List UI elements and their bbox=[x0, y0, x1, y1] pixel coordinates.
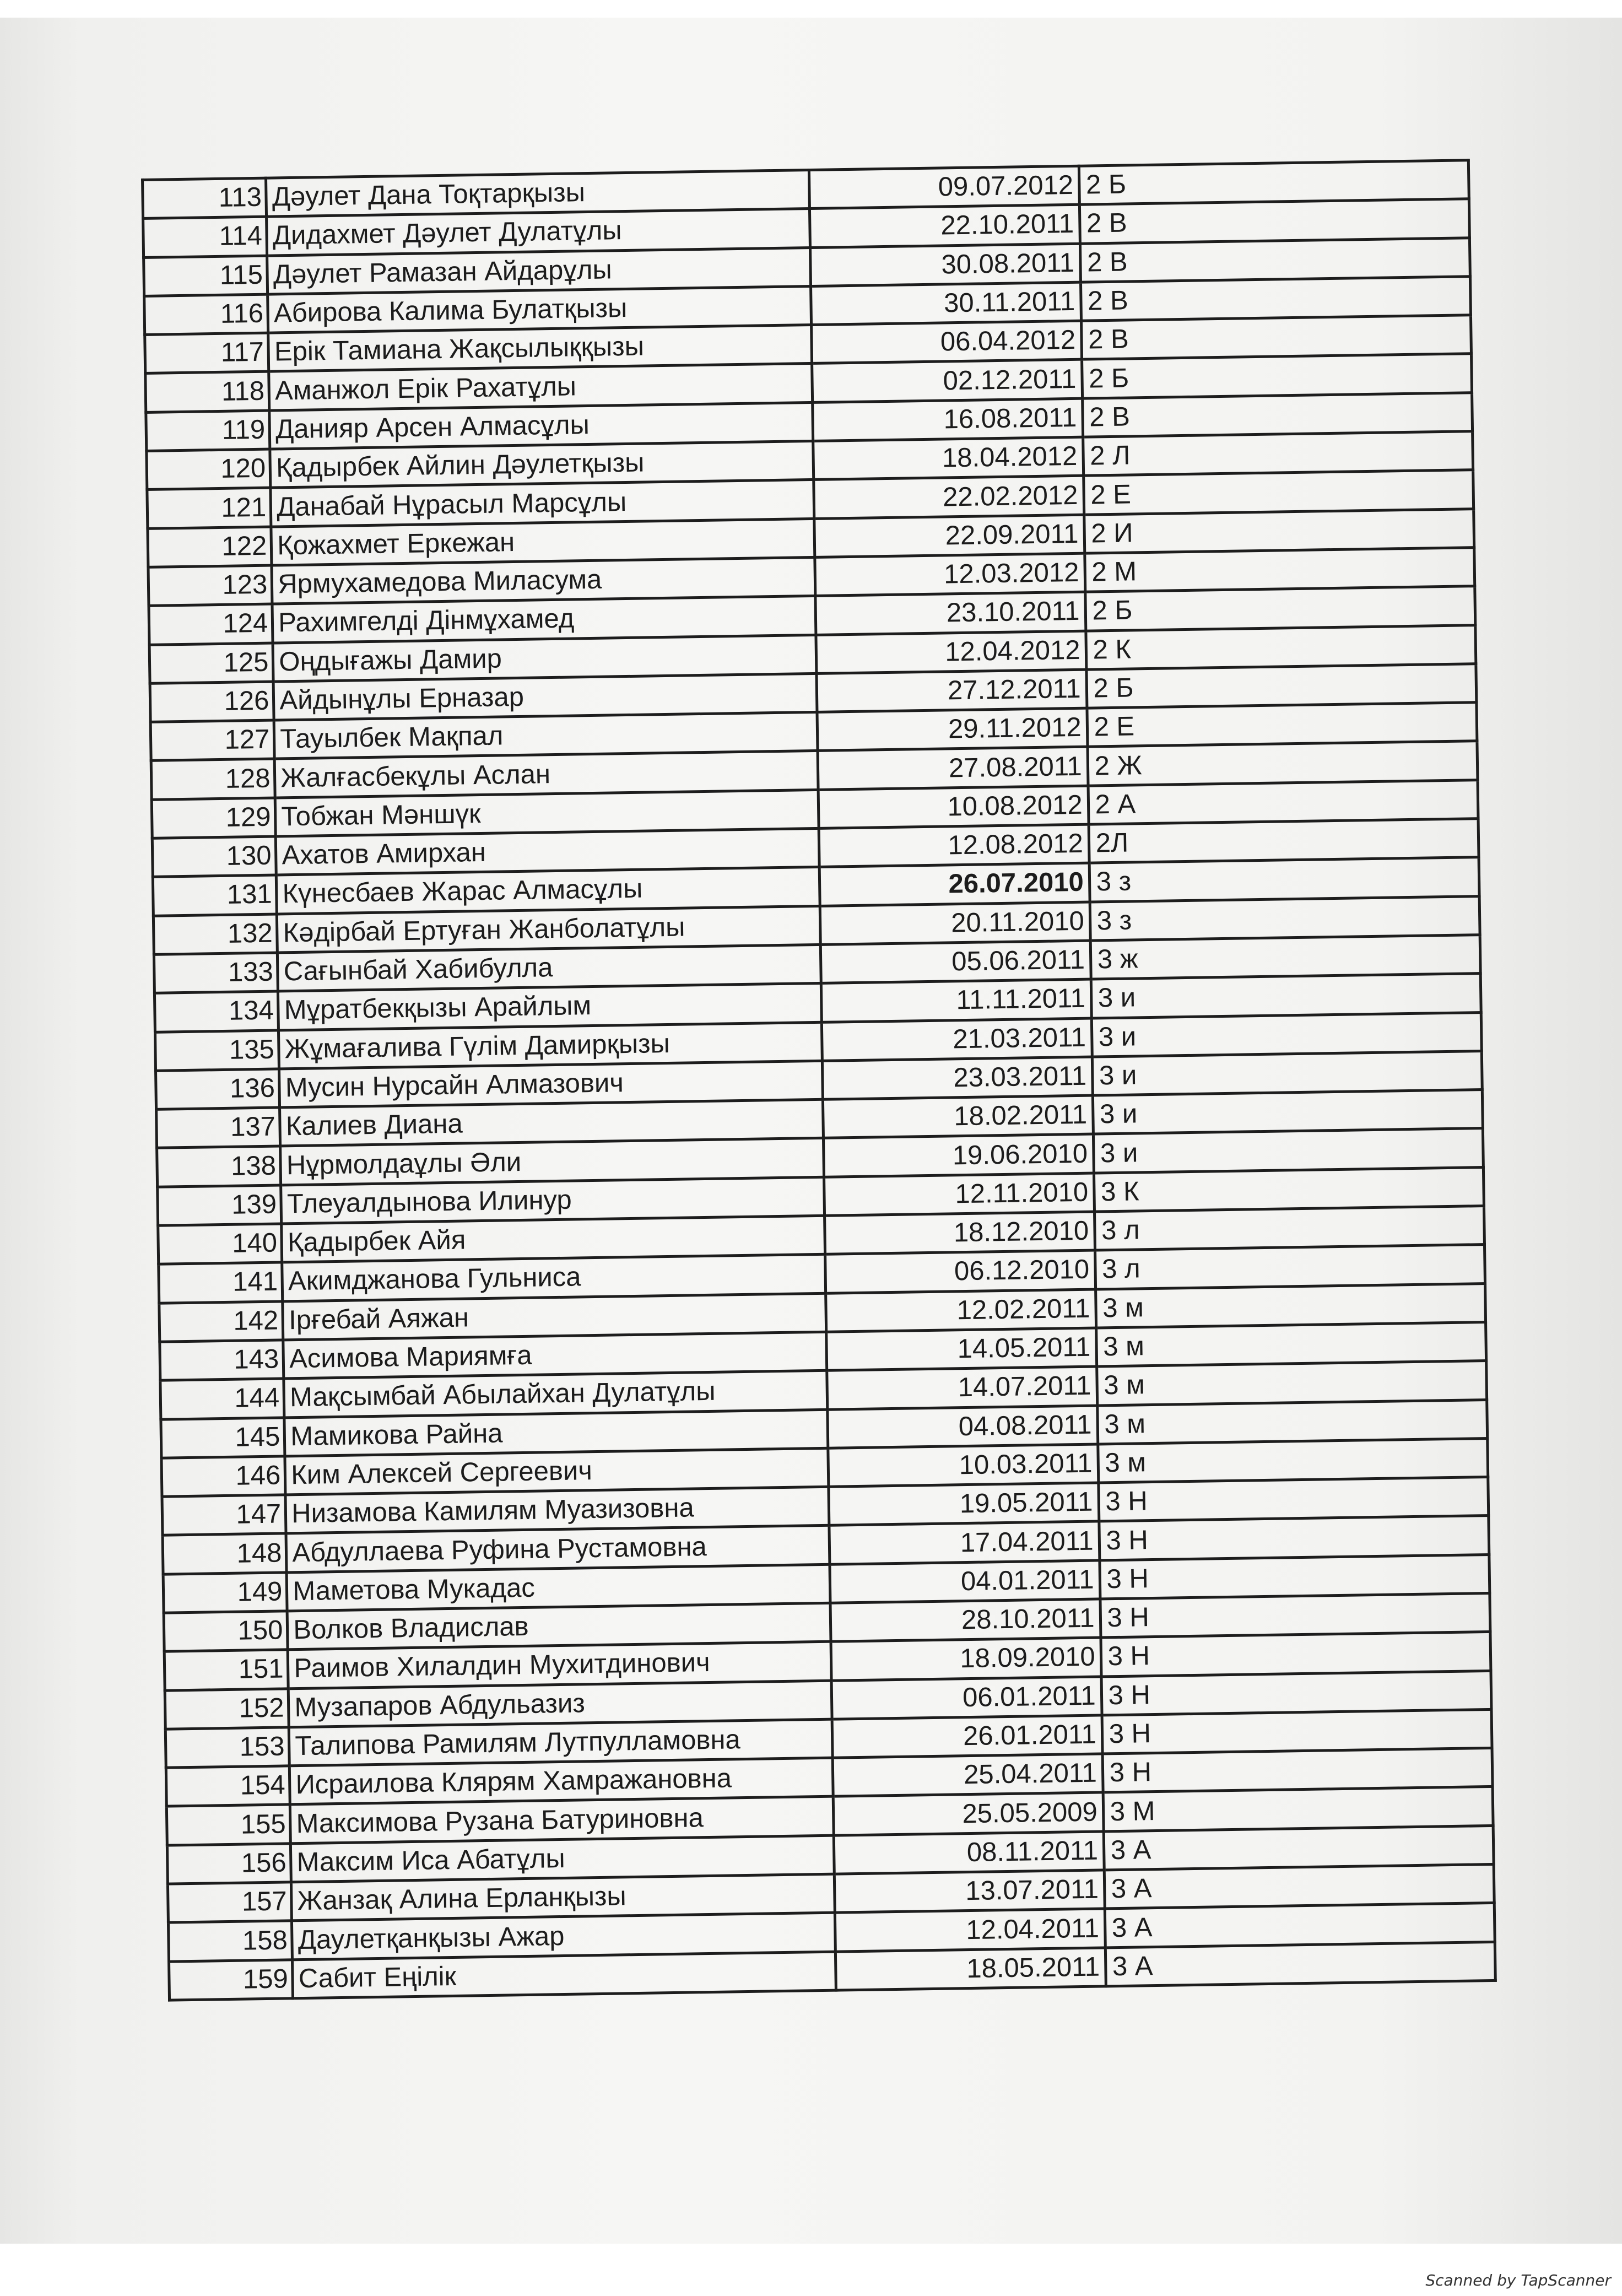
class-label: 3 К bbox=[1094, 1167, 1484, 1212]
row-number: 127 bbox=[150, 720, 274, 761]
class-label: 3 и bbox=[1093, 1128, 1483, 1173]
class-label: 2 А bbox=[1088, 780, 1478, 824]
birth-date: 06.12.2010 bbox=[825, 1250, 1095, 1293]
row-number: 116 bbox=[144, 294, 268, 335]
student-name: Исраилова Клярям Хамражановна bbox=[290, 1758, 833, 1805]
row-number: 125 bbox=[149, 643, 273, 684]
student-name: Жұмағалива Гүлім Дамирқызы bbox=[279, 1022, 822, 1069]
birth-date: 27.08.2011 bbox=[818, 747, 1088, 790]
class-label: 2 Б bbox=[1079, 160, 1469, 205]
row-number: 150 bbox=[164, 1611, 288, 1652]
row-number: 159 bbox=[169, 1959, 293, 2000]
student-name: Қадырбек Айя bbox=[282, 1215, 825, 1262]
class-label: 2 Б bbox=[1085, 586, 1475, 631]
birth-date: 12.03.2012 bbox=[814, 553, 1085, 596]
birth-date: 30.11.2011 bbox=[810, 282, 1081, 325]
birth-date: 02.12.2011 bbox=[812, 360, 1082, 403]
birth-date: 12.04.2012 bbox=[815, 631, 1086, 674]
student-name: Сағынбай Хабибулла bbox=[278, 944, 821, 991]
student-name: Тлеуалдынова Илинур bbox=[281, 1177, 824, 1224]
student-name: Оңдығажы Дамир bbox=[273, 635, 816, 682]
class-label: 3 м bbox=[1095, 1283, 1485, 1328]
birth-date: 09.07.2012 bbox=[809, 166, 1079, 209]
row-number: 148 bbox=[163, 1533, 286, 1574]
birth-date: 16.08.2011 bbox=[812, 398, 1083, 441]
student-name: Дидахмет Дәулет Дулатұлы bbox=[267, 209, 810, 256]
birth-date: 18.05.2011 bbox=[835, 1948, 1106, 1991]
student-name: Қадырбек Айлин Дәулетқызы bbox=[270, 441, 813, 488]
birth-date: 26.07.2010 bbox=[819, 863, 1090, 906]
class-label: 3 Н bbox=[1102, 1748, 1493, 1793]
student-name: Талипова Рамилям Лутпулламовна bbox=[289, 1719, 832, 1766]
student-name: Волков Владислав bbox=[287, 1603, 830, 1650]
class-label: 3 А bbox=[1104, 1825, 1494, 1870]
row-number: 154 bbox=[166, 1766, 290, 1807]
birth-date: 12.11.2010 bbox=[824, 1173, 1094, 1216]
row-number: 156 bbox=[167, 1844, 291, 1884]
row-number: 146 bbox=[161, 1456, 285, 1497]
birth-date: 12.04.2011 bbox=[835, 1909, 1105, 1952]
class-label: 2 В bbox=[1079, 199, 1469, 244]
student-name: Абирова Калима Булатқызы bbox=[268, 286, 811, 333]
student-name: Асимова Мариямға bbox=[283, 1332, 826, 1379]
birth-date: 29.11.2012 bbox=[817, 708, 1088, 751]
row-number: 133 bbox=[154, 953, 278, 993]
birth-date: 18.12.2010 bbox=[824, 1212, 1095, 1255]
student-name: Дәулет Рамазан Айдарұлы bbox=[267, 247, 810, 294]
row-number: 140 bbox=[158, 1224, 282, 1265]
birth-date: 27.12.2011 bbox=[817, 669, 1087, 712]
birth-date: 22.10.2011 bbox=[809, 205, 1080, 248]
class-label: 3 л bbox=[1095, 1245, 1485, 1289]
birth-date: 19.05.2011 bbox=[828, 1483, 1099, 1526]
row-number: 114 bbox=[143, 217, 267, 257]
student-name: Абдуллаева Руфина Рустамовна bbox=[286, 1526, 829, 1573]
class-label: 3 м bbox=[1096, 1361, 1486, 1406]
class-label: 2 Л bbox=[1083, 431, 1473, 476]
class-label: 3 и bbox=[1093, 1090, 1483, 1135]
student-name: Музапаров Абдульазиз bbox=[289, 1681, 832, 1727]
row-number: 138 bbox=[157, 1146, 281, 1187]
row-number: 145 bbox=[161, 1417, 285, 1458]
birth-date: 14.07.2011 bbox=[826, 1366, 1097, 1409]
class-label: 3 м bbox=[1097, 1400, 1487, 1444]
student-name: Данабай Нұрасыл Марсұлы bbox=[271, 480, 814, 527]
scanned-page bbox=[0, 18, 1622, 2244]
birth-date: 11.11.2011 bbox=[821, 979, 1091, 1022]
birth-date: 23.03.2011 bbox=[822, 1057, 1093, 1100]
birth-date: 14.05.2011 bbox=[826, 1328, 1096, 1371]
row-number: 113 bbox=[143, 178, 267, 219]
student-name: Даулетқанқызы Ажар bbox=[292, 1913, 835, 1960]
row-number: 136 bbox=[156, 1069, 280, 1110]
row-number: 122 bbox=[148, 527, 272, 568]
row-number: 131 bbox=[153, 875, 277, 916]
student-name: Максим Иса Абатұлы bbox=[291, 1835, 834, 1882]
class-label: 2 В bbox=[1080, 237, 1470, 282]
class-label: 3 Н bbox=[1102, 1709, 1492, 1754]
student-name: Калиев Диана bbox=[280, 1099, 823, 1146]
birth-date: 08.11.2011 bbox=[834, 1832, 1104, 1874]
birth-date: 25.04.2011 bbox=[832, 1754, 1103, 1797]
student-name: Мусин Нурсайн Алмазович bbox=[279, 1061, 823, 1108]
student-name: Низамова Камилям Муазизовна bbox=[285, 1487, 829, 1533]
birth-date: 04.08.2011 bbox=[827, 1406, 1097, 1449]
student-name: Жалғасбекұлы Аслан bbox=[274, 751, 818, 798]
student-name: Мамикова Райна bbox=[284, 1409, 828, 1456]
scanner-watermark: Scanned by TapScanner bbox=[1425, 2271, 1611, 2289]
student-name: Сабит Еңілік bbox=[293, 1952, 836, 1998]
student-name: Ахатов Амирхан bbox=[276, 828, 819, 875]
row-number: 120 bbox=[147, 449, 271, 490]
row-number: 128 bbox=[151, 759, 275, 799]
class-label: 3 Н bbox=[1100, 1593, 1490, 1638]
student-name: Маметова Мукадас bbox=[286, 1564, 830, 1611]
row-number: 119 bbox=[146, 410, 270, 451]
class-label: 3 м bbox=[1097, 1438, 1488, 1483]
birth-date: 12.08.2012 bbox=[819, 824, 1089, 867]
class-label: 3 Н bbox=[1099, 1516, 1489, 1560]
birth-date: 06.01.2011 bbox=[831, 1677, 1102, 1720]
birth-date: 17.04.2011 bbox=[829, 1521, 1099, 1564]
birth-date: 30.08.2011 bbox=[810, 244, 1080, 287]
birth-date: 22.02.2012 bbox=[813, 476, 1084, 519]
row-number: 142 bbox=[159, 1301, 283, 1342]
class-label: 2 Б bbox=[1082, 354, 1472, 398]
birth-date: 04.01.2011 bbox=[829, 1560, 1100, 1603]
class-label: 2 К bbox=[1085, 625, 1475, 669]
student-name: Мұратбекқызы Арайлым bbox=[278, 984, 821, 1030]
birth-date: 13.07.2011 bbox=[834, 1870, 1105, 1913]
birth-date: 19.06.2010 bbox=[823, 1134, 1094, 1177]
row-number: 158 bbox=[168, 1921, 292, 1962]
student-name: Данияр Арсен Алмасұлы bbox=[269, 402, 813, 449]
student-name: Жанзақ Алина Ерланқызы bbox=[291, 1874, 835, 1921]
student-name: Ким Алексей Сергеевич bbox=[285, 1448, 828, 1495]
row-number: 117 bbox=[145, 333, 269, 374]
class-label: 2 В bbox=[1081, 315, 1471, 360]
student-table bbox=[141, 159, 1497, 2001]
row-number: 151 bbox=[164, 1650, 288, 1690]
row-number: 135 bbox=[155, 1030, 279, 1071]
birth-date: 12.02.2011 bbox=[825, 1289, 1096, 1332]
birth-date: 26.01.2011 bbox=[832, 1715, 1102, 1758]
birth-date: 06.04.2012 bbox=[811, 321, 1082, 364]
class-label: 3 ж bbox=[1090, 935, 1480, 980]
class-label: 3 л bbox=[1094, 1206, 1484, 1251]
class-label: 2Л bbox=[1089, 819, 1479, 863]
class-label: 2 Е bbox=[1083, 470, 1473, 515]
birth-date: 20.11.2010 bbox=[820, 902, 1090, 945]
birth-date: 25.05.2009 bbox=[833, 1792, 1104, 1835]
class-label: 2 И bbox=[1084, 509, 1474, 553]
row-number: 118 bbox=[145, 372, 269, 413]
row-number: 126 bbox=[150, 682, 274, 722]
class-label: 3 з bbox=[1090, 896, 1480, 941]
student-name: Раимов Хилалдин Мухитдинович bbox=[288, 1642, 831, 1689]
row-number: 124 bbox=[149, 604, 273, 645]
class-label: 3 М bbox=[1103, 1787, 1493, 1832]
row-number: 144 bbox=[160, 1379, 284, 1419]
row-number: 155 bbox=[166, 1805, 290, 1845]
class-label: 3 и bbox=[1092, 1051, 1482, 1095]
birth-date: 18.09.2010 bbox=[831, 1638, 1101, 1681]
class-label: 3 Н bbox=[1101, 1632, 1491, 1677]
student-name: Тобжан Мәншүк bbox=[275, 790, 819, 836]
row-number: 132 bbox=[153, 914, 277, 955]
birth-date: 28.10.2011 bbox=[830, 1599, 1101, 1642]
class-label: 3 Н bbox=[1098, 1477, 1488, 1522]
birth-date: 10.08.2012 bbox=[818, 786, 1089, 829]
class-label: 3 А bbox=[1104, 1864, 1494, 1909]
row-number: 129 bbox=[152, 798, 275, 839]
class-label: 3 Н bbox=[1100, 1554, 1490, 1599]
class-label: 2 Е bbox=[1087, 703, 1477, 747]
class-label: 3 м bbox=[1096, 1322, 1486, 1366]
row-number: 153 bbox=[165, 1727, 289, 1768]
birth-date: 05.06.2011 bbox=[820, 941, 1091, 984]
student-name: Максимова Рузана Батуриновна bbox=[290, 1797, 834, 1844]
birth-date: 18.04.2012 bbox=[813, 437, 1083, 480]
student-name: Айдынұлы Ерназар bbox=[273, 673, 817, 720]
student-name: Мақсымбай Абылайхан Дулатұлы bbox=[284, 1370, 827, 1417]
row-number: 147 bbox=[162, 1495, 286, 1536]
birth-date: 22.09.2011 bbox=[814, 515, 1084, 558]
student-name: Аманжол Ерік Рахатұлы bbox=[269, 364, 812, 410]
row-number: 143 bbox=[160, 1340, 284, 1381]
row-number: 152 bbox=[165, 1688, 289, 1729]
student-name: Қожахмет Еркежан bbox=[271, 518, 814, 565]
student-name: Акимджанова Гульниса bbox=[282, 1255, 825, 1301]
class-label: 3 з bbox=[1089, 857, 1479, 902]
class-label: 3 А bbox=[1105, 1942, 1495, 1986]
student-name: Күнесбаев Жарас Алмасұлы bbox=[277, 867, 820, 914]
row-number: 137 bbox=[156, 1108, 280, 1148]
birth-date: 21.03.2011 bbox=[821, 1018, 1092, 1061]
class-label: 2 Ж bbox=[1088, 741, 1478, 786]
class-label: 3 А bbox=[1105, 1903, 1495, 1948]
row-number: 130 bbox=[152, 836, 276, 877]
class-label: 2 Б bbox=[1086, 664, 1477, 709]
row-number: 141 bbox=[159, 1262, 283, 1303]
class-label: 3 и bbox=[1091, 1012, 1482, 1057]
row-number: 149 bbox=[163, 1573, 287, 1613]
class-label: 2 В bbox=[1082, 392, 1472, 437]
student-name: Ерік Тамиана Жақсылыққызы bbox=[268, 325, 812, 372]
row-number: 123 bbox=[148, 565, 272, 606]
class-label: 3 Н bbox=[1101, 1671, 1491, 1715]
row-number: 121 bbox=[147, 488, 271, 528]
student-name: Ірғебай Аяжан bbox=[283, 1293, 826, 1340]
student-name: Ярмухамедова Миласума bbox=[272, 557, 815, 604]
row-number: 157 bbox=[167, 1882, 291, 1923]
student-name: Тауылбек Мақпал bbox=[274, 712, 817, 759]
row-number: 139 bbox=[158, 1185, 282, 1226]
birth-date: 18.02.2011 bbox=[823, 1095, 1093, 1138]
birth-date: 23.10.2011 bbox=[815, 592, 1085, 635]
student-name: Дәулет Дана Тоқтарқызы bbox=[266, 170, 809, 217]
student-name: Рахимгелді Дінмұхамед bbox=[272, 596, 815, 643]
student-name: Нұрмолдаұлы Әли bbox=[280, 1138, 824, 1185]
row-number: 115 bbox=[144, 256, 268, 296]
student-table-body bbox=[143, 160, 1496, 2000]
class-label: 2 М bbox=[1084, 548, 1474, 592]
student-name: Кәдірбай Ертуған Жанболатұлы bbox=[277, 906, 820, 953]
birth-date: 10.03.2011 bbox=[828, 1444, 1098, 1487]
class-label: 2 В bbox=[1080, 277, 1470, 321]
row-number: 134 bbox=[154, 991, 278, 1032]
class-label: 3 и bbox=[1091, 974, 1481, 1018]
